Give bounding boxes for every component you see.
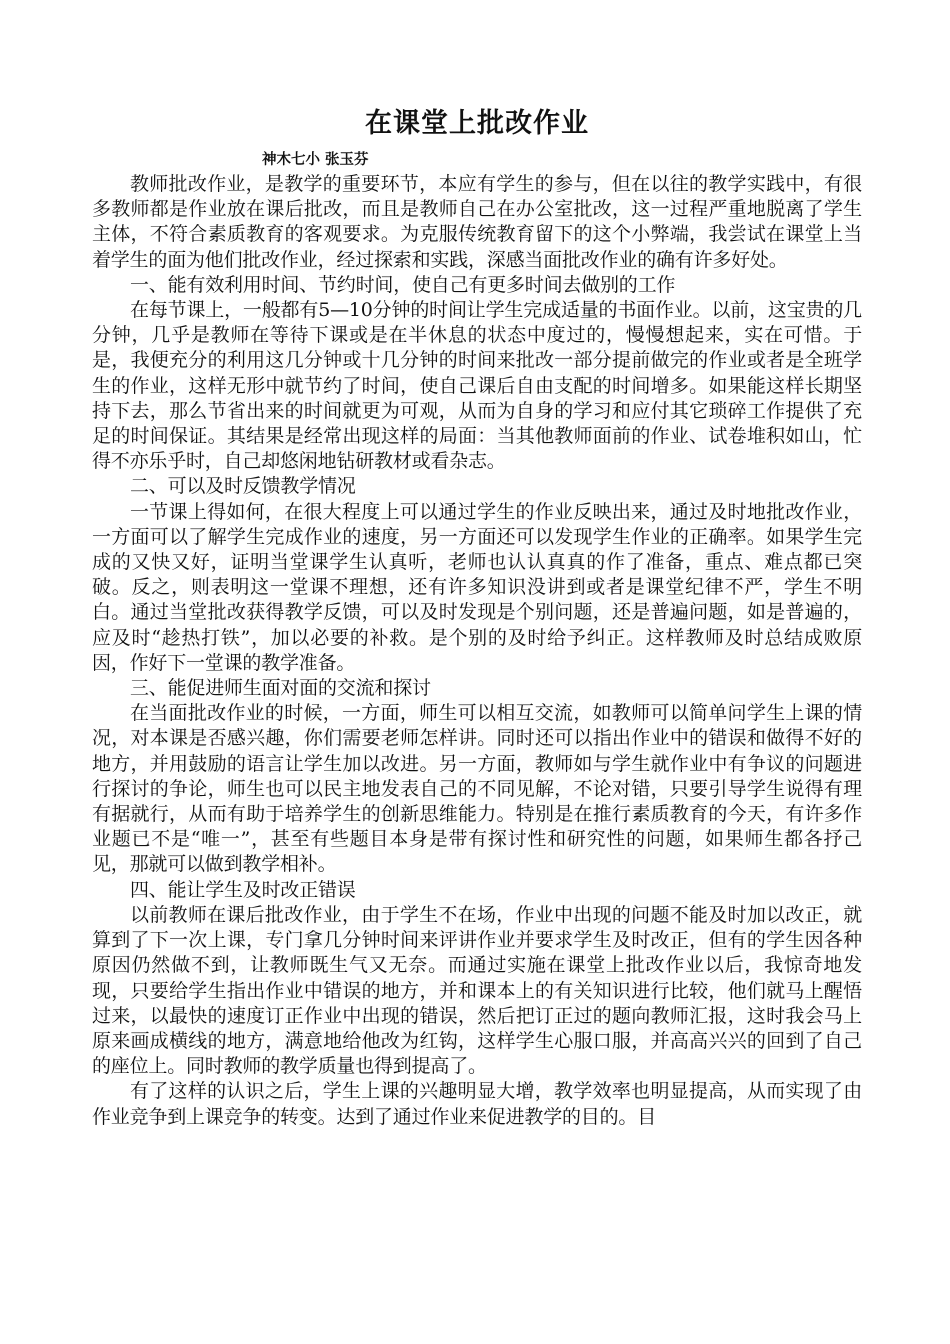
paragraph-conclusion: 有了这样的认识之后，学生上课的兴趣明显大增，教学效率也明显提高，从而实现了由作业竞争到上课竞争的转变。达到了通过作业来促进教学的目的。目 (92, 1080, 862, 1128)
document-page (92, 100, 862, 1130)
paragraph-section-4: 以前教师在课后批改作业，由于学生不在场，作业中出现的问题不能及时加以改正，就算到了下一次上课，专门拿几分钟时间来评讲作业并要求学生及时改正，但有的学生因各种原因仍然做不到，让教师既生气又无奈。而通过实施在课堂上批改作业以后，我惊奇地发现，只要给学生指出作业中错误的地方，并和课本上的有关知识进行比较，他们就马上醒悟过来，以最快的速度订正作业中出现的错误，然后把订正过的题向教师汇报，这时我会马上原来画成横线的地方，满意地给他改为红钩，这样学生心服口服，并高高兴兴的回到了自己的座位上。同时教师的教学质量也得到提高了。 (92, 903, 862, 1078)
section-heading-3: 三、能促进师生面对面的交流和探讨 (130, 677, 431, 700)
document-body (92, 172, 862, 1130)
section-heading-2: 二、可以及时反馈教学情况 (130, 475, 356, 498)
section-heading-4: 四、能让学生及时改正错误 (130, 878, 356, 901)
paragraph-intro: 教师批改作业，是教学的重要环节，本应有学生的参与，但在以往的教学实践中，有很多教师都是作业放在课后批改，而且是教师自己在办公室批改，这一过程严重地脱离了学生主体，不符合素质教育的客观要求。为克服传统教育留下的这个小弊端，我尝试在课堂上当着学生的面为他们批改作业，经过探索和实践，深感当面批改作业的确有许多好处。 (92, 173, 862, 271)
document-author: 神木七小 张玉芬 (262, 152, 369, 168)
section-heading-1: 一、能有效利用时间、节约时间，使自己有更多时间去做别的工作 (130, 273, 676, 296)
paragraph-section-1: 在每节课上，一般都有5—10分钟的时间让学生完成适量的书面作业。以前，这宝贵的几分钟，几乎是教师在等待下课或是在半休息的状态中度过的，慢慢想起来，实在可惜。于是，我便充分的利用这几分钟或十几分钟的时间来批改一部分提前做完的作业或者是全班学生的作业，这样无形中就节约了时间，使自己课后自由支配的时间增多。如果能这样长期坚持下去，那么节省出来的时间就更为可观，从而为自身的学习和应付其它琐碎工作提供了充足的时间保证。其结果是经常出现这样的局面：当其他教师面前的作业、试卷堆积如山，忙得不亦乐乎时，自己却悠闲地钻研教材或看杂志。 (92, 299, 862, 473)
document-title: 在课堂上批改作业 (365, 108, 589, 139)
paragraph-section-2: 一节课上得如何，在很大程度上可以通过学生的作业反映出来，通过及时地批改作业，一方面可以了解学生完成作业的速度，另一方面还可以发现学生作业的正确率。如果学生完成的又快又好，证明当堂课学生认真听，老师也认认真真的作了准备，重点、难点都已突破。反之，则表明这一堂课不理想，还有许多知识没讲到或者是课堂纪律不严，学生不明白。通过当堂批改获得教学反馈，可以及时发现是个别问题，还是普遍问题，如是普遍的，应及时“趁热打铁”，加以必要的补救。是个别的及时给予纠正。这样教师及时总结成败原因，作好下一堂课的教学准备。 (92, 500, 862, 674)
paragraph-section-3: 在当面批改作业的时候，一方面，师生可以相互交流，如教师可以简单问学生上课的情况，对本课是否感兴趣，你们需要老师怎样讲。同时还可以指出作业中的错误和做得不好的地方，并用鼓励的语言让学生加以改进。另一方面，教师如与学生就作业中有争议的问题进行探讨的争论，师生也可以民主地发表自己的不同见解，不论对错，只要引导学生说得有理有据就行，从而有助于培养学生的创新思维能力。特别是在推行素质教育的今天，有许多作业题已不是“唯一”，甚至有些题目本身是带有探讨性和研究性的问题，如果师生都各抒己见，那就可以做到教学相补。 (92, 702, 862, 876)
